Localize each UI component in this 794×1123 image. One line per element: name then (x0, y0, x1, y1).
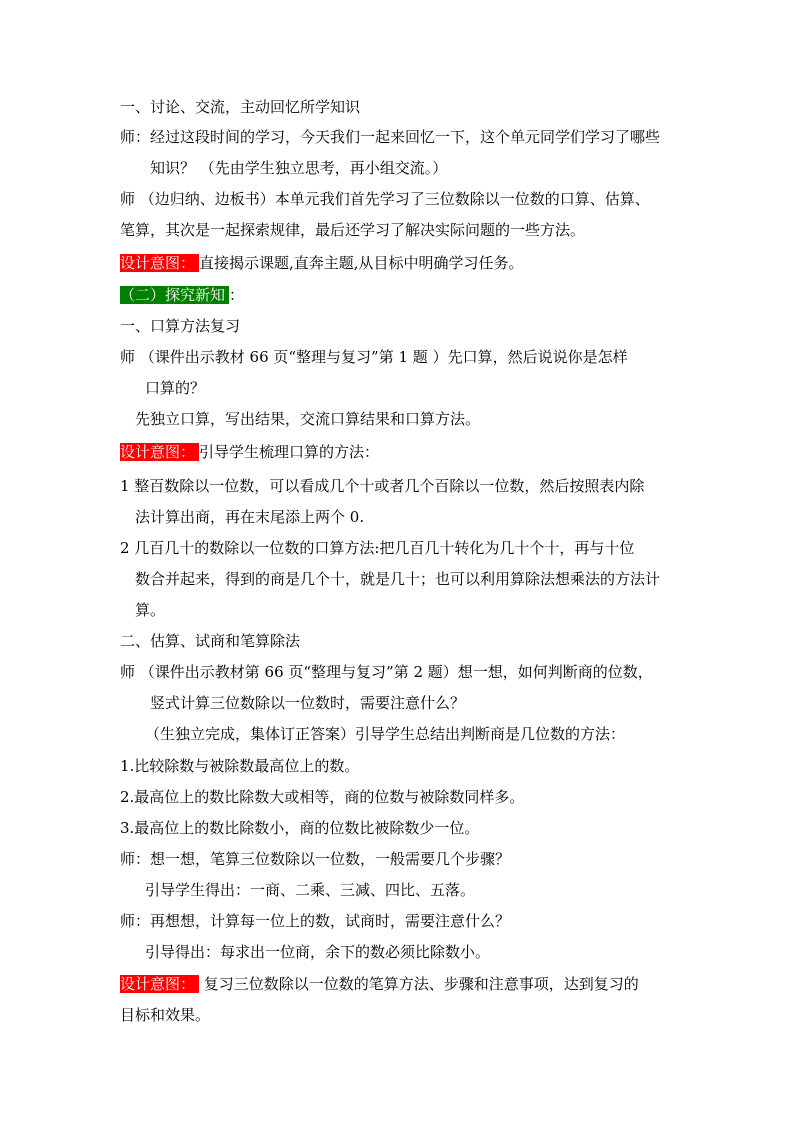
list-item: 2.最高位上的数比除数大或相等，商的位数与被除数同样多。 (120, 788, 525, 806)
paragraph: 目标和效果。 (120, 1006, 211, 1024)
design-intent-line: 设计意图： 直接揭示课题,直奔主题,从目标中明确学习任务。 (120, 254, 524, 272)
paragraph: 师：再想想，计算每一位上的数，试商时，需要注意什么？ (120, 912, 511, 930)
paragraph: 师 （边归纳、边板书）本单元我们首先学习了三位数除以一位数的口算、估算、 (120, 190, 650, 208)
list-item: 1.比较除数与被除数最高位上的数。 (120, 757, 360, 775)
list-item: 3.最高位上的数比除数小，商的位数比被除数少一位。 (120, 819, 480, 837)
explore-new-tag: （二）探究新知 (120, 286, 229, 304)
paragraph: 师：经过这段时间的学习，今天我们一起来回忆一下，这个单元同学们学习了哪些 (120, 128, 661, 146)
paragraph: 师：想一想，笔算三位数除以一位数，一般需要几个步骤？ (120, 850, 511, 868)
design-intent-tag: 设计意图： (120, 254, 199, 272)
list-item: 2 几百几十的数除以一位数的口算方法:把几百几十转化为几十个十，再与十位 (120, 539, 635, 557)
explore-new-line: （二）探究新知 ： (120, 286, 245, 304)
design-intent-tag: 设计意图： (120, 443, 199, 461)
paragraph: 师 （课件出示教材 66 页“整理与复习”第 1 题 ）先口算，然后说说你是怎样 (120, 348, 628, 366)
design-intent-tag: 设计意图： (120, 975, 199, 993)
list-item: 1 整百数除以一位数，可以看成几个十或者几个百除以一位数，然后按照表内除 (120, 477, 645, 495)
list-item-cont: 数合并起来，得到的商是几个十，就是几十；也可以利用算除法想乘法的方法计 (135, 570, 661, 588)
paragraph: 引导得出：每求出一位商，余下的数必须比除数小。 (145, 943, 491, 961)
paragraph: 竖式计算三位数除以一位数时，需要注意什么？ (150, 694, 466, 712)
paragraph: 引导学生得出：一商、二乘、三减、四比、五落。 (145, 881, 476, 899)
paragraph: 知识？ （先由学生独立思考，再小组交流。） (150, 159, 448, 177)
design-intent-line: 设计意图： 引导学生梳理口算的方法： (120, 443, 380, 461)
paragraph: 口算的？ (145, 379, 206, 397)
section-heading: 二、估算、试商和笔算除法 (120, 632, 301, 650)
list-item-cont: 算。 (135, 601, 166, 619)
design-intent-line: 设计意图： 复习三位数除以一位数的笔算方法、步骤和注意事项，达到复习的 (120, 975, 639, 993)
paragraph: 笔算，其次是一起探索规律，最后还学习了解决实际问题的一些方法。 (120, 221, 586, 239)
paragraph: （生独立完成，集体订正答案）引导学生总结出判断商是几位数的方法： (145, 725, 626, 743)
section-heading: 一、讨论、交流，主动回忆所学知识 (120, 98, 361, 116)
list-item-cont: 法计算出商，再在末尾添上两个 0. (135, 508, 365, 526)
section-heading: 一、口算方法复习 (120, 317, 241, 335)
paragraph: 师 （课件出示教材第 66 页“整理与复习”第 2 题）想一想，如何判断商的位数， (120, 663, 653, 681)
paragraph: 先独立口算，写出结果，交流口算结果和口算方法。 (135, 410, 481, 428)
